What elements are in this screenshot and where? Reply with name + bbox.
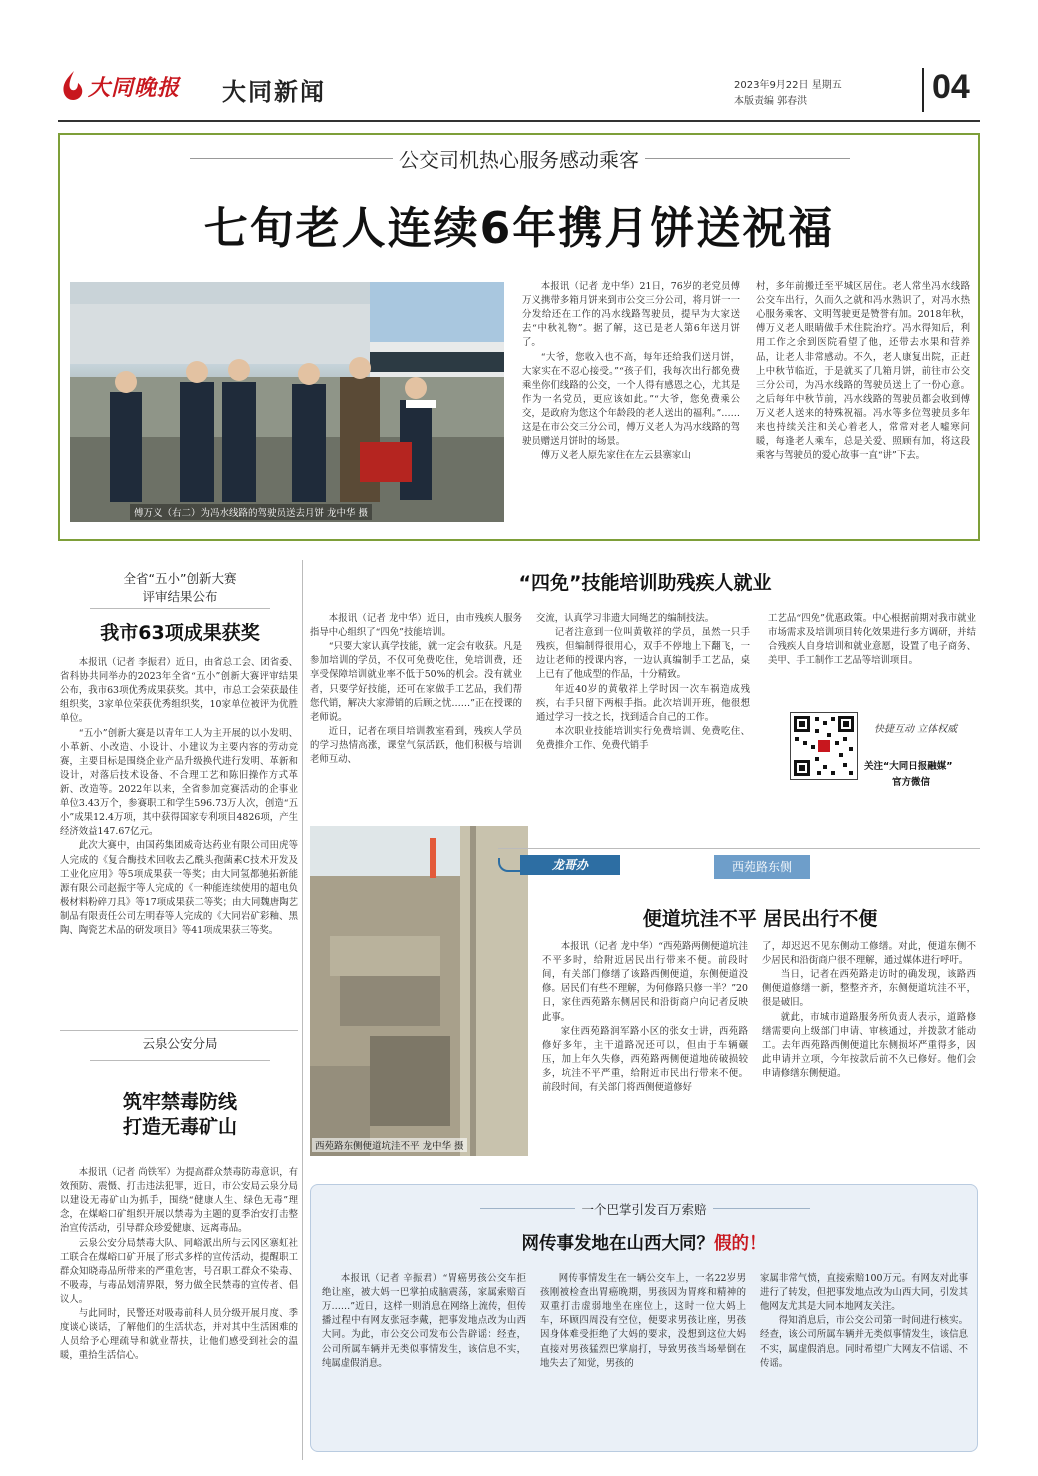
paragraph: 村，多年前搬迁至平城区居住。老人常坐冯水线路公交车出行，久而久之就和冯水熟识了，对冯水热心服务乘客、文明驾驶更是赞誉有加。2018年秋，傅万义老人眼睛做手术住院治疗。冯水得知后，利用工作之余到医院看望了他，还带去水果和营养品，让老人非常感动。不久，老人康复出院，正赶上中秋节临近，于是就买了几箱月饼，前往市公交三分公司，为冯水线路的驾驶员送上了一份心意。之后每年中秋节前，冯水线路的驾驶员都会收到傅万义老人送来的特殊祝福。冯水等多位驾驶员多年来也持续关注和关心着老人，常常对老人嘘寒问暖，每逢老人乘车，总是关爱、照顾有加，将这段乘客与驾驶员的爱心故事一直“讲”下去。: [756, 281, 970, 462]
page-number: 04: [932, 68, 970, 106]
subtitle-rule: [90, 1060, 270, 1061]
issue-date: 2023年9月22日 星期五: [734, 80, 842, 91]
top-article-column-1: [522, 280, 740, 524]
top-article-subtitle: 公交司机热心服务感动乘客: [0, 144, 1038, 173]
rumor-column-3: [760, 1272, 968, 1444]
road-headline: 便道坑洼不平 居民出行不便: [642, 908, 878, 930]
paragraph: 家住西苑路润军路小区的张女士讲，西苑路修好多年，主干道路况还可以，但由于车辆碾压，加上年久失修，西苑路两侧便道地砖破损较多，坑洼不平严重，给附近市民出行带来不便。前段时间，有关部门将西侧便道修好: [542, 1025, 748, 1094]
skills-headline: “四免”技能培训助残疾人就业: [518, 572, 772, 594]
skills-column-1: [310, 612, 522, 824]
contest-article-body: [60, 656, 298, 1026]
paragraph: 年近40岁的黄敬祥上学时因一次车祸造成残疾，右手只留下两根手指。此次培训开班，他很想通过学习一技之长，找到适合自己的工作。: [536, 683, 750, 723]
top-article-headline: 七旬老人连续6年携月饼送祝福: [203, 203, 835, 254]
page-editor: 本版责编 郭春洪: [734, 96, 808, 107]
police-subtitle: 云泉公安分局: [142, 1036, 218, 1051]
rumor-column-2: [540, 1272, 746, 1444]
paragraph: 与此同时，民警还对吸毒前科人员分级开展月度、季度谈心谈话，了解他们的生活状态，并对其中生活困难的人员给予心理疏导和就业帮扶，让他们感受到社会的温暖，重拾生活信心。: [60, 1308, 298, 1362]
paragraph: 傅万义老人原先家住在左云县寨家山: [540, 450, 691, 462]
rumor-column-1: [322, 1272, 526, 1444]
paragraph: 本报讯（记者 辛振君）“胃癌男孩公交车拒绝让座，被大妈一巴掌拍成脑震荡，家属索赔百万……”近日，这样一则消息在网络上流传，但传播过程中有网友张冠李戴，把事发地点改为山西大同。为此，市公交公司发布公告辟谣：经查，公司所属车辆并无类似事情发生，该信息不实，纯属虚假消息。: [322, 1273, 526, 1369]
paragraph: 交流，认真学习非遗大同绳艺的编制技法。: [536, 613, 715, 624]
paragraph: 工艺品“四免”优惠政策。中心根据前期对我市就业市场需求及培训项目转化效果进行多方调研，并结合残疾人自身培训和就业意愿，设置了电子商务、美甲、手工制作工艺品等培训项目。: [768, 613, 976, 667]
qr-slogan: 快捷互动 立体权威: [874, 724, 958, 735]
vertical-divider: [302, 560, 303, 1460]
newspaper-logo: [58, 66, 208, 106]
mooncake-photo: [70, 282, 504, 522]
column-tag: 龙哥办: [520, 855, 620, 875]
logo-flame-icon: [58, 69, 88, 103]
qr-code-icon[interactable]: [790, 712, 858, 780]
qr-account-text: 官方微信: [892, 777, 931, 788]
road-column-1: [542, 940, 748, 1146]
qr-promo: [784, 712, 970, 798]
paragraph: 近日，记者在项目培训教室看到，残疾人学员的学习热情高涨，课堂气氛活跃，他们积极与培训老师互动、: [310, 725, 522, 766]
logo-text: 大同晚报: [88, 74, 181, 101]
paragraph: 本报讯（记者 李振君）近日，由省总工会、团省委、省科协共同举办的2023年全省“五小”创新大赛评审结果公布，我市63项优秀成果获奖。其中，市总工会荣获最佳组织奖，3家单位荣获优秀组织奖，10家单位被评为优胜单位。: [60, 657, 298, 725]
subtitle-rule: [90, 608, 270, 609]
paragraph: 此次大赛中，由国药集团威奇达药业有限公司田虎等人完成的《复合酶技术回收去乙酰头孢菌素C技术开发及工业化应用》等5项成果获一等奖；由大同氢都驰拓新能源有限公司赵振宇等人完成的《一种能连续使用的超电负极材料粉碎刀具》等17项成果获二等奖；由大同魏唐陶艺制品有限责任公司左明春等人完成的《大同岩矿彩釉、黑陶、陶瓷艺术品的研发项目》等41项成果获三等奖。: [60, 840, 298, 937]
paragraph: “大爷，您收入也不高，每年还给我们送月饼，大家实在不忍心接受。”“孩子们，我每次出行都免费乘坐你们线路的公交，一个人得有感恩之心，尤其是作为一名党员，更应该如此。”“大爷，您免费乘公交，是政府为您这个年龄段的老人送出的福利。”……这是在市公交三分公司，傅万义老人为冯水线路的驾驶员赠送月饼时的场景。: [522, 351, 740, 448]
paragraph: “五小”创新大赛是以青年工人为主开展的以小发明、小革新、小改造、小设计、小建议为主要内容的劳动竞赛，主要目标是围绕企业产品升级换代进行发明、革新和设计，对落后技术设备、不合理工艺和陈旧操作方式革新、改造等。2022年以来，全省参加竞赛活动的企事业单位3.43万个，参赛职工和学生596.73万人次，创造“五小”成果12.4万项，其中获得国家专利项目4826项，产生经济效益147.67亿元。: [60, 727, 298, 838]
paragraph: 记者注意到一位叫黄敬祥的学员，虽然一只手残疾，但编制得很用心，双手不停地上下翻飞，一边让老师的授课内容，一边认真编制手工艺品，桌上已有了他成型的作品，十分精致。: [536, 627, 750, 681]
section-title: 大同新闻: [222, 77, 326, 106]
skills-column-3: [768, 612, 976, 702]
road-photo-caption: 西苑路东侧便道坑洼不平 龙中华 摄: [312, 1138, 467, 1152]
header-rule: [58, 120, 980, 122]
contest-subtitle: 全省“五小”创新大赛 评审结果公布: [123, 571, 237, 605]
paragraph: 了，却迟迟不见东侧动工修缮。对此，便道东侧不少居民和沿街商户很不理解，通过媒体进行呼吁。: [762, 941, 976, 967]
header-separator: [922, 68, 924, 112]
paragraph: “只要大家认真学技能，就一定会有收获。凡是参加培训的学员，不仅可免费吃住，免培训费，还享受保障培训就业率不低于50%的机会。没有就业者，只要学好技能，还可在家做手工艺品，我们帮您代销，解决大家滞销的后顾之忧……”正在授课的老师说。: [310, 641, 522, 723]
qr-follow-text: 关注“大同日报融媒”: [864, 761, 953, 772]
skills-column-2: [536, 612, 750, 824]
tag-hook-decoration: [498, 858, 520, 872]
road-photo: [310, 826, 528, 1156]
paragraph: 当日，记者在西苑路走访时的确发现，该路西侧便道修缮一新，整整齐齐，东侧便道坑洼不平，很是破旧。: [762, 969, 976, 1009]
location-tag: 西苑路东侧: [714, 855, 810, 879]
paragraph: 家属非常气愤，直接索赔100万元。有网友对此事进行了转发，但把事发地点改为山西大同，引发其他网友尤其是大同本地网友关注。: [760, 1273, 968, 1313]
paragraph: 云泉公安分局禁毒大队、同峪派出所与云冈区寨虹社工联合在煤峪口矿开展了形式多样的宣传活动，提醒职工群众知晓毒品所带来的严重危害，号召职工群众不染毒、不吸毒，与毒品划清界限，努力做全民禁毒的宣传者、倡议人。: [60, 1237, 298, 1305]
paragraph: 本报讯（记者 龙中华）近日，由市残疾人服务指导中心组织了“四免”技能培训。: [310, 613, 522, 639]
column-divider: [60, 1030, 298, 1031]
road-photo-illustration: [310, 826, 528, 1156]
police-article-body: [60, 1166, 298, 1456]
paragraph: 本次职业技能培训实行免费培训、免费吃住、免费推介工作、免费代销手: [536, 725, 750, 751]
paragraph: 网传事情发生在一辆公交车上，一名22岁男孩刚被检查出胃癌晚期，男孩因为胃疼和精神的双重打击虚弱地坐在座位上，这时一位大妈上车，环顾四周没有空位，便要求男孩让座，男孩因身体难受拒绝了大妈的要求，没想到这位大妈直接对男孩猛烈巴掌扇打，导致男孩当场晕倒在地失去了知觉，男孩的: [540, 1273, 746, 1369]
mooncake-photo-illustration: [70, 282, 504, 522]
paragraph: 本报讯（记者 龙中华）“西苑路两侧便道坑洼不平多时，给附近居民出行带来不便。前段时间，有关部门修缮了该路西侧便道，东侧便道没修。居民们有些不理解，为何修路只修一半？”20日，家住西苑路东侧居民和沿街商户向记者反映此事。: [542, 941, 748, 1023]
paragraph: 就此，市城市道路服务所负责人表示，道路修缮需要向上级部门申请、审核通过，并拨款才能动工。去年西苑路西侧便道比东侧损坏严重得多，因此申请并立项，今年按款后前不久已修好。他们会申请修缮东侧便道。: [762, 1011, 976, 1079]
paragraph: 本报讯（记者 龙中华）21日，76岁的老党员傅万义携带多箱月饼来到市公交三分公司，将月饼一一分发给还在工作的冯水线路驾驶员，提早为大家送去“中秋礼物”。据了解，这已是老人第6年送月饼了。: [522, 281, 740, 349]
paragraph: 本报讯（记者 尚铁军）为提高群众禁毒防毒意识，有效预防、震慑、打击违法犯罪，近日，市公安局云泉分局以建设无毒矿山为抓手，围绕“健康人生、绿色无毒”理念，在煤峪口矿组织开展以禁毒为主题的夏季治安打击整治宣传活动，引导群众珍爱健康、远离毒品。: [60, 1167, 298, 1235]
top-article-column-2: [756, 280, 970, 524]
contest-headline: 我市63项成果获奖: [100, 622, 260, 644]
mooncake-photo-caption: 傅万义（右二）为冯水线路的驾驶员送去月饼 龙中华 摄: [130, 504, 372, 520]
police-headline: 筑牢禁毒防线 打造无毒矿山: [122, 1091, 237, 1138]
road-column-2: [762, 940, 976, 1146]
rumor-headline: 网传事发地在山西大同？假的！: [521, 1234, 767, 1254]
paragraph: 得知消息后，市公交公司第一时间进行核实。经查，该公司所属车辆并无类似事情发生，该信息不实，属虚假消息。同时希望广大网友不信谣、不传谣。: [760, 1315, 968, 1369]
rumor-subtitle: 一个巴掌引发百万索赔: [310, 1200, 978, 1218]
